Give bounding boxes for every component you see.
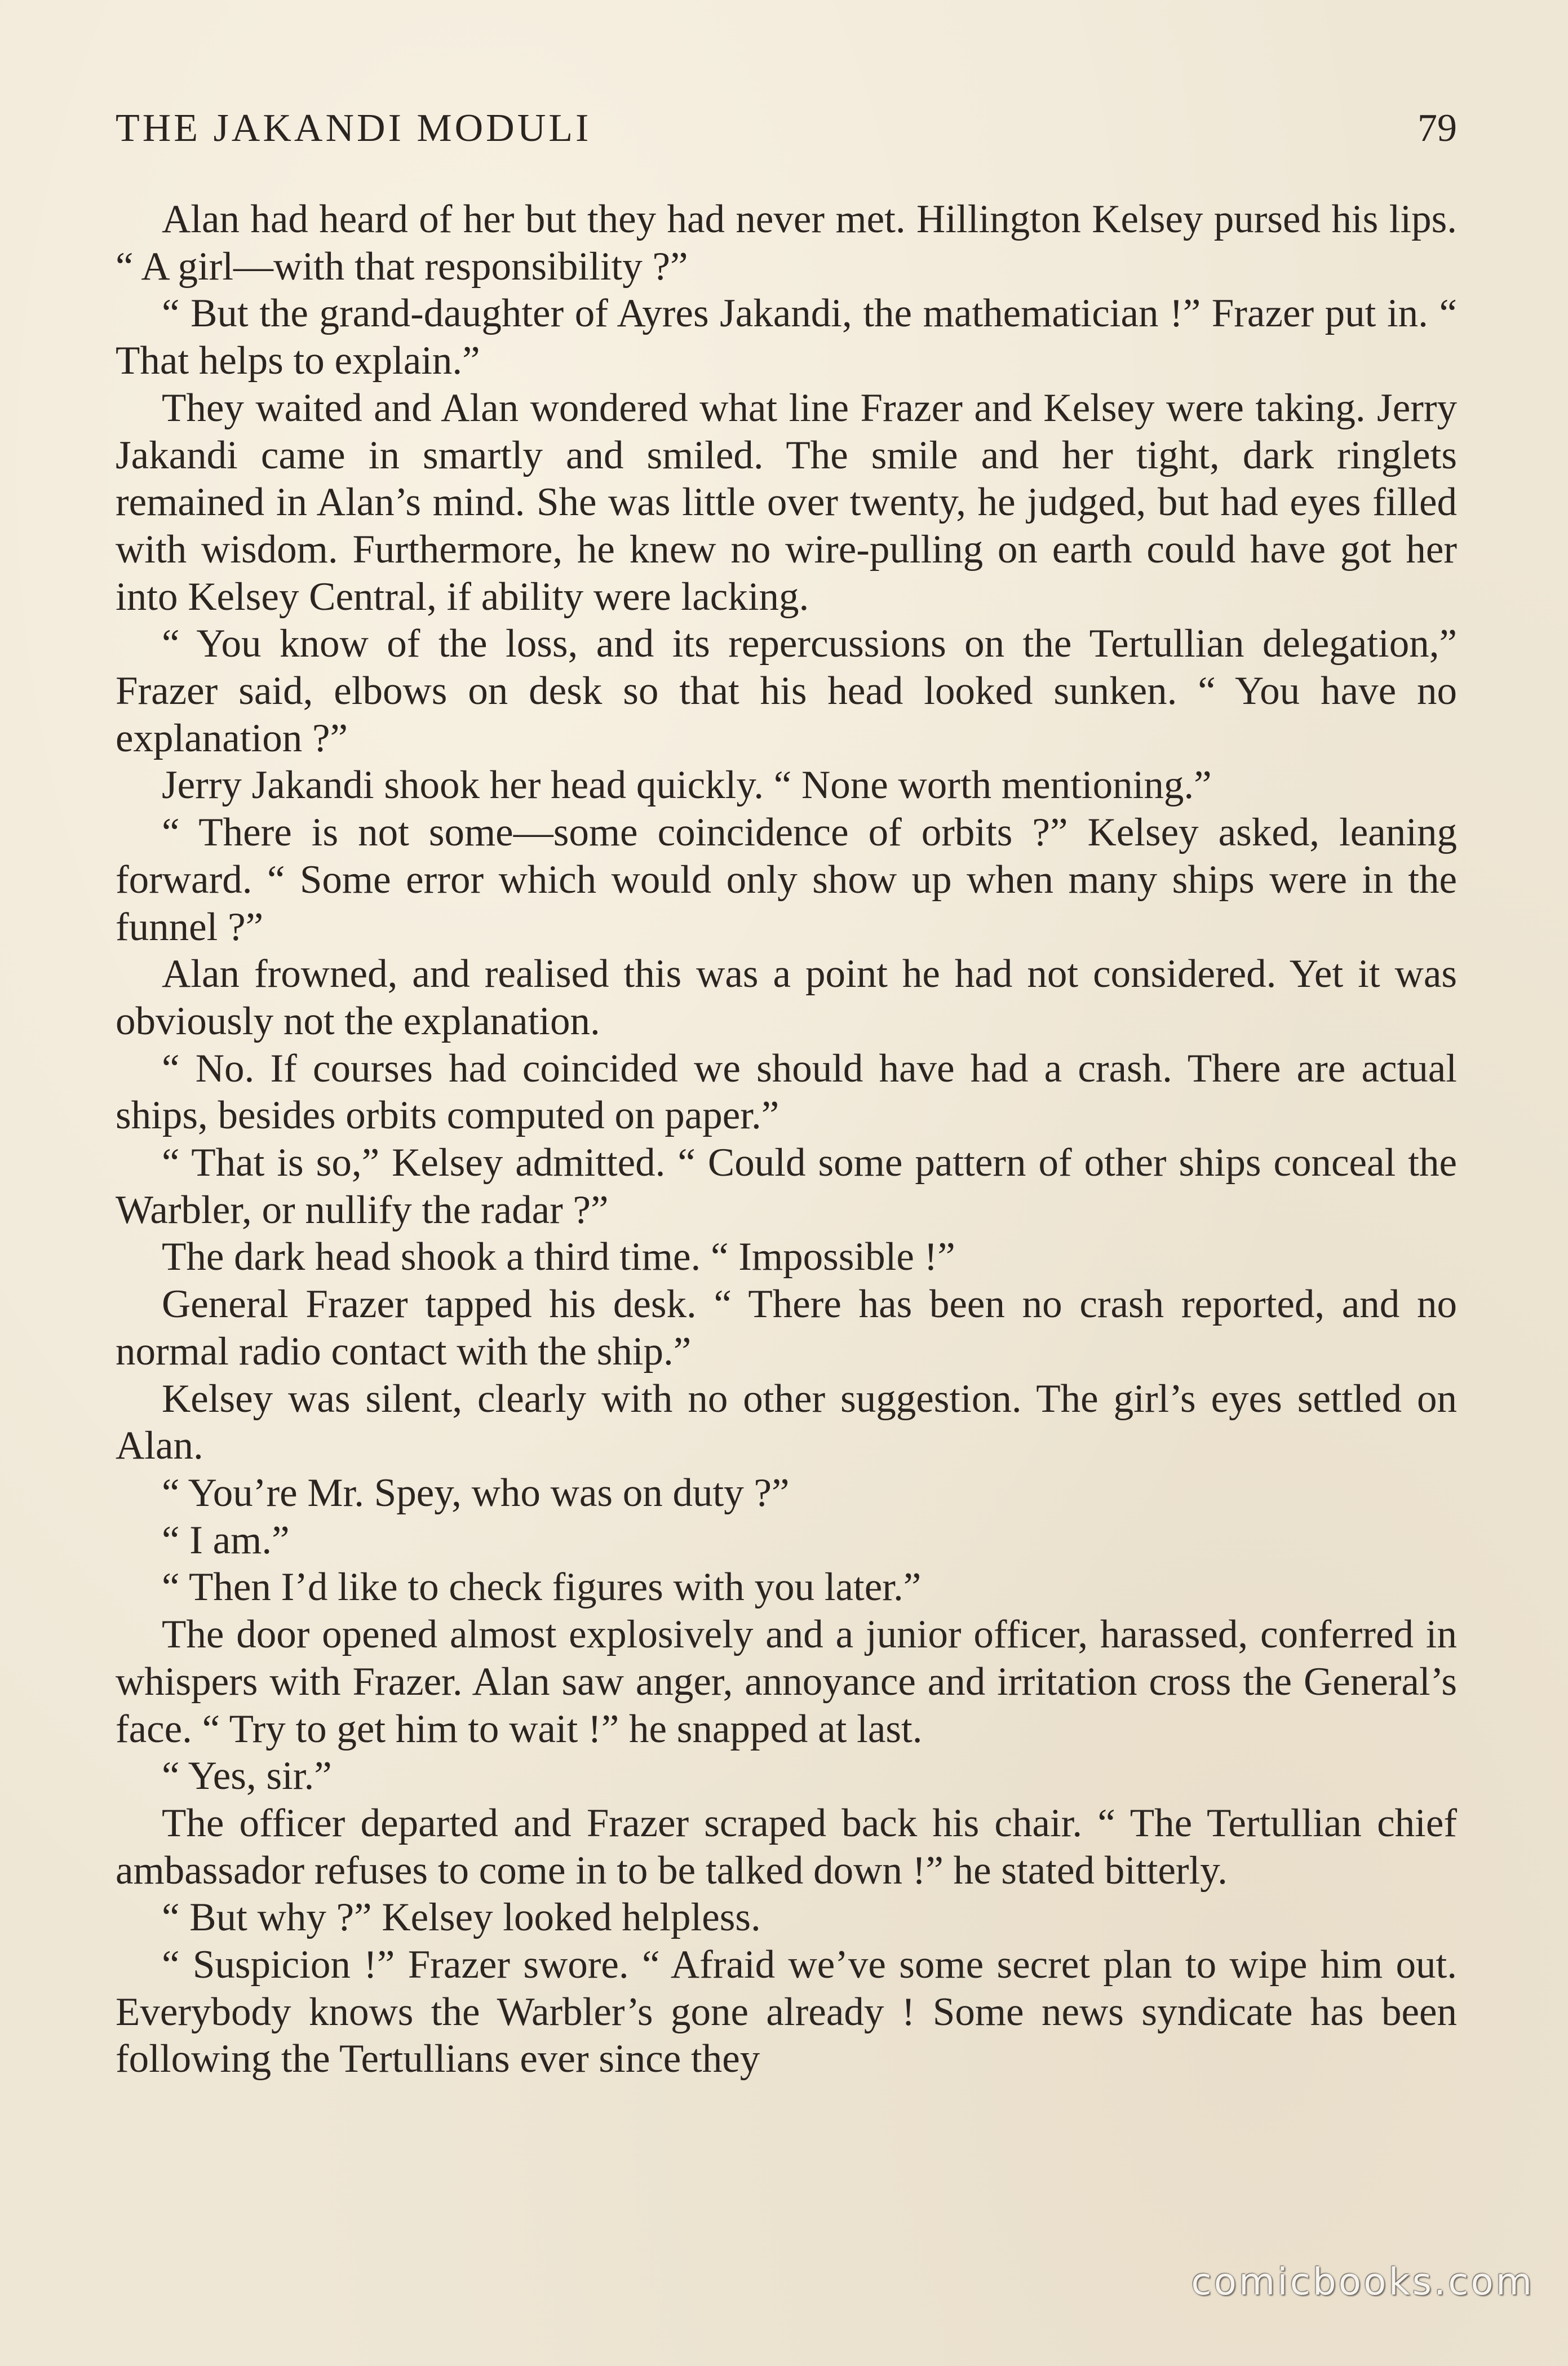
body-text <box>116 196 1457 2083</box>
paragraph: They waited and Alan wondered what line Frazer and Kelsey were taking. Jerry Jakandi came in smartly and smiled. The smile and her tight, dark ringlets remained in Alan’s mind. She was little over twenty, he judged, but had eyes filled with wisdom. Furthermore, he knew no wire-pulling on earth could have got her into Kelsey Central, if ability were lacking. <box>116 386 1457 619</box>
paragraph: “ There is not some—some coincidence of orbits ?” Kelsey asked, leaning forward. “ Some error which would only show up when many ships were in the funnel ?” <box>116 810 1457 949</box>
paragraph: Jerry Jakandi shook her head quickly. “ None worth mentioning.” <box>162 763 1212 808</box>
paragraph: The door opened almost explosively and a junior officer, harassed, conferred in whispers with Frazer. Alan saw anger, annoyance and irritation cross the General’s face. “ Try to get him to wait !” he snapped at last. <box>116 1612 1457 1751</box>
paragraph: The officer departed and Frazer scraped back his chair. “ The Tertullian chief ambassador refuses to come in to be talked down !” he stated bitterly. <box>116 1801 1457 1893</box>
paragraph: Alan frowned, and realised this was a point he had not considered. Yet it was obviously not the explanation. <box>116 952 1457 1043</box>
paragraph: “ Yes, sir.” <box>162 1754 332 1798</box>
paragraph: “ But why ?” Kelsey looked helpless. <box>162 1895 761 1940</box>
paragraph: “ Then I’d like to check figures with you later.” <box>162 1565 922 1610</box>
paragraph: “ You’re Mr. Spey, who was on duty ?” <box>162 1470 790 1515</box>
paragraph: “ That is so,” Kelsey admitted. “ Could some pattern of other ships conceal the Warbler, or nullify the radar ?” <box>116 1141 1457 1232</box>
paragraph: Kelsey was silent, clearly with no other suggestion. The girl’s eyes settled on Alan. <box>116 1376 1457 1468</box>
paragraph: “ But the grand-daughter of Ayres Jakandi, the mathematician !” Frazer put in. “ That helps to explain.” <box>116 291 1457 383</box>
paragraph: “ No. If courses had coincided we should have had a crash. There are actual ships, besides orbits computed on paper.” <box>116 1046 1457 1138</box>
watermark: comicbooks.com <box>1191 2260 1534 2303</box>
paragraph: “ You know of the loss, and its repercussions on the Tertullian delegation,” Frazer said, elbows on desk so that his head looked sunken. “ You have no explanation ?” <box>116 622 1457 760</box>
paragraph: General Frazer tapped his desk. “ There has been no crash reported, and no normal radio contact with the ship.” <box>116 1282 1457 1373</box>
paragraph: The dark head shook a third time. “ Impossible !” <box>162 1235 955 1279</box>
running-header <box>116 100 1457 157</box>
paragraph: “ I am.” <box>162 1518 290 1562</box>
paragraph: Alan had heard of her but they had never met. Hillington Kelsey pursed his lips. “ A girl—with that responsibility ?” <box>116 197 1457 289</box>
paragraph: “ Suspicion !” Frazer swore. “ Afraid we’ve some secret plan to wipe him out. Everybody knows the Warbler’s gone already ! Some news syndicate has been following the Tertullians ever since they <box>116 1943 1457 2081</box>
running-title: THE JAKANDI MODULI <box>116 107 592 150</box>
page-number: 79 <box>1418 107 1457 150</box>
